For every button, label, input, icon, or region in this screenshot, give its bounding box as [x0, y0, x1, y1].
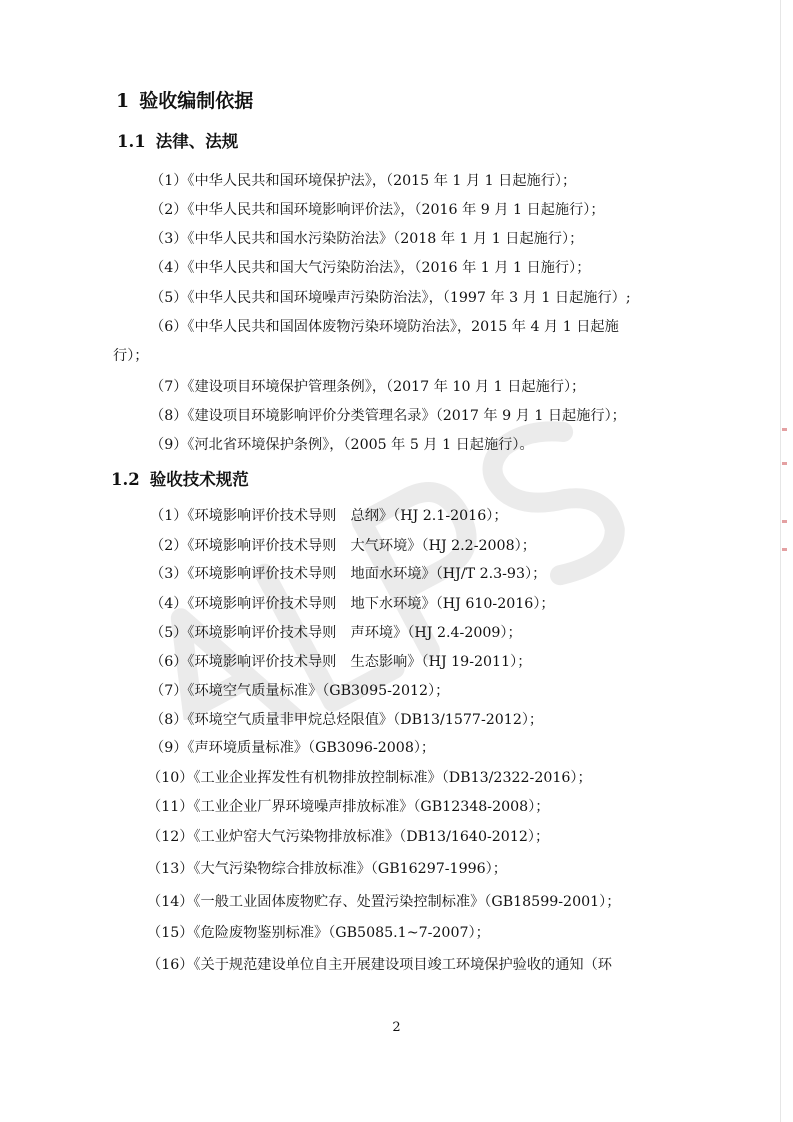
section-1-2-title: 验收技术规范 [149, 470, 249, 489]
law-item: （7）《建设项目环境保护管理条例》，（2017 年 10 月 1 日起施行）； [150, 379, 586, 395]
standard-item: （12）《工业炉窑大气污染物排放标准》（DB13/1640-2012）； [147, 829, 550, 845]
law-item: （6）《中华人民共和国固体废物污染环境防治法》，2015 年 4 月 1 日起施 [150, 319, 619, 335]
scan-edge-mark [782, 520, 787, 523]
standard-item: （16）《关于规范建设单位自主开展建设项目竣工环境保护验收的通知（环 [147, 957, 612, 973]
standard-item: （15）《危险废物鉴别标准》（GB5085.1~7-2007）； [147, 925, 490, 941]
law-item: （2）《中华人民共和国环境影响评价法》，（2016 年 9 月 1 日起施行）； [150, 202, 605, 218]
section-1-heading [116, 86, 253, 113]
standard-item: （5）《环境影响评价技术导则 声环境》（HJ 2.4-2009）； [150, 625, 522, 641]
section-1-2-heading [111, 466, 249, 490]
law-item-continuation: 行）； [113, 348, 149, 364]
standard-item: （7）《环境空气质量标准》（GB3095-2012）； [150, 683, 450, 699]
section-1-1-number: 1.1 [117, 132, 146, 151]
standard-item: （8）《环境空气质量非甲烷总烃限值》（DB13/1577-2012）； [150, 712, 544, 728]
scan-edge-mark [782, 548, 787, 551]
standard-item: （9）《声环境质量标准》（GB3096-2008）； [150, 740, 436, 756]
standard-item: （4）《环境影响评价技术导则 地下水环境》（HJ 610-2016）； [150, 596, 555, 612]
standard-item: （14）《一般工业固体废物贮存、处置污染控制标准》（GB18599-2001）； [147, 894, 621, 910]
standard-item: （13）《大气污染物综合排放标准》（GB16297-1996）； [147, 861, 507, 877]
section-1-number: 1 [116, 90, 130, 112]
section-1-1-title: 法律、法规 [155, 132, 239, 151]
scan-edge-mark [782, 428, 787, 431]
law-item: （8）《建设项目环境影响评价分类管理名录》（2017 年 9 月 1 日起施行）； [150, 408, 626, 424]
law-item: （9）《河北省环境保护条例》，（2005 年 5 月 1 日起施行）。 [150, 437, 534, 453]
section-1-2-number: 1.2 [111, 470, 140, 489]
law-item: （5）《中华人民共和国环境噪声污染防治法》，（1997 年 3 月 1 日起施行）; [150, 290, 631, 306]
law-item: （1）《中华人民共和国环境保护法》，（2015 年 1 月 1 日起施行）； [150, 173, 577, 189]
standard-item: （2）《环境影响评价技术导则 大气环境》（HJ 2.2-2008）； [150, 538, 536, 554]
section-1-1-heading [117, 128, 238, 152]
law-item: （4）《中华人民共和国大气污染防治法》，（2016 年 1 月 1 日施行）； [150, 260, 591, 276]
scan-edge-line [780, 0, 781, 1122]
standard-item: （3）《环境影响评价技术导则 地面水环境》（HJ/T 2.3-93）； [150, 566, 547, 582]
section-1-title: 验收编制依据 [139, 90, 254, 112]
standard-item: （11）《工业企业厂界环境噪声排放标准》（GB12348-2008）； [147, 799, 550, 815]
standard-item: （1）《环境影响评价技术导则 总纲》（HJ 2.1-2016）； [150, 508, 508, 524]
law-item: （3）《中华人民共和国水污染防治法》（2018 年 1 月 1 日起施行）； [150, 231, 584, 247]
standard-item: （10）《工业企业挥发性有机物排放控制标准》（DB13/2322-2016）； [147, 770, 592, 786]
scan-edge-mark [782, 462, 787, 465]
page-number: 2 [392, 1020, 401, 1035]
standard-item: （6）《环境影响评价技术导则 生态影响》（HJ 19-2011）； [150, 654, 532, 670]
